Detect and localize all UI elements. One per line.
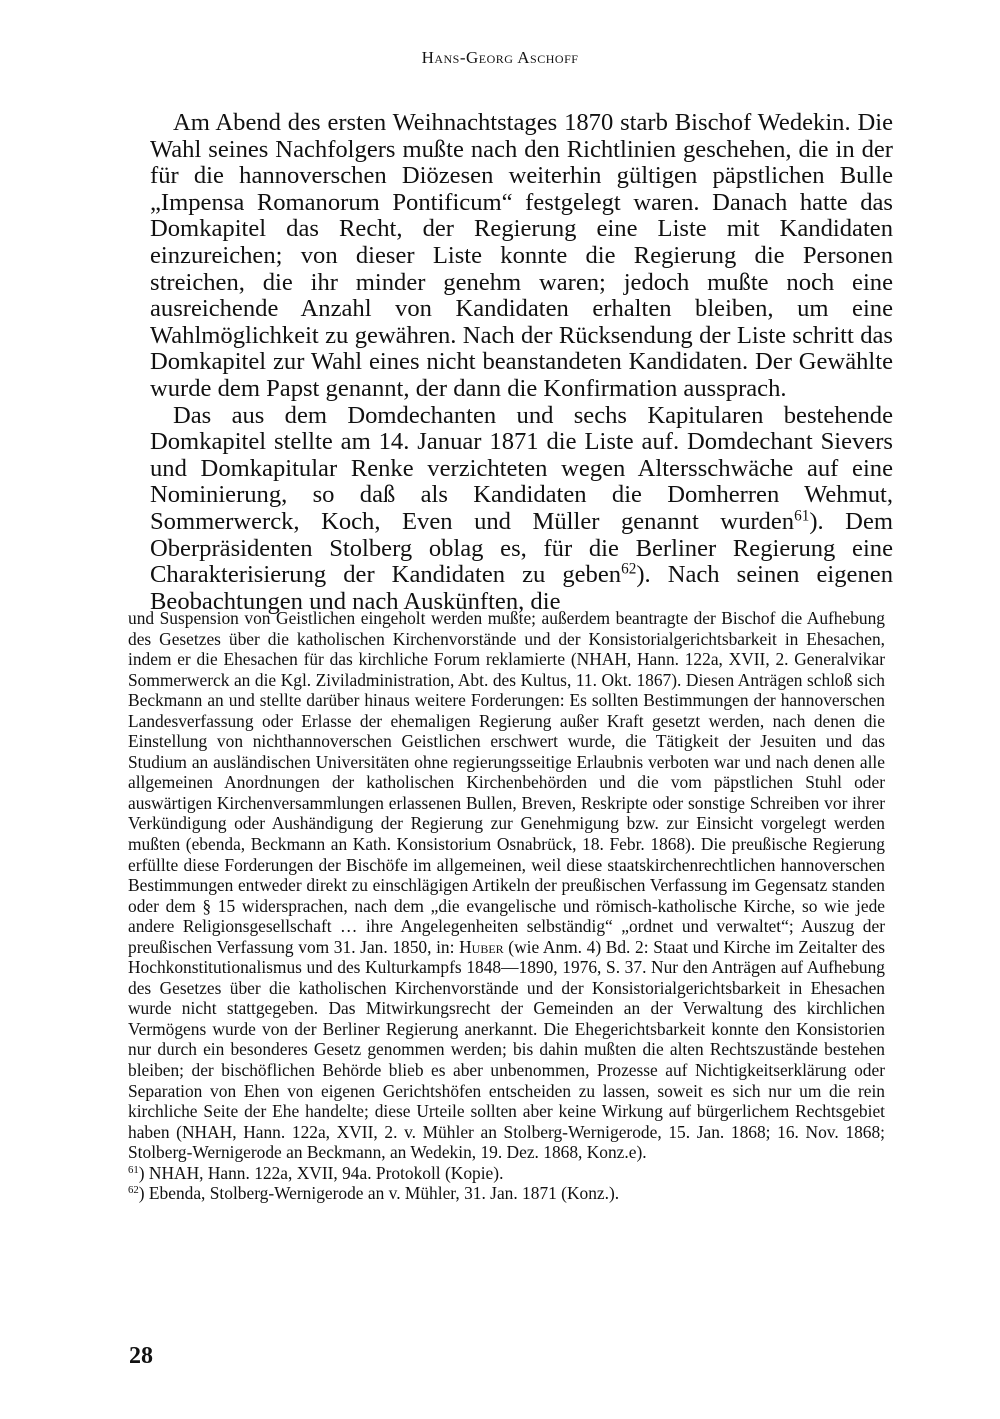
author-huber: Huber <box>459 936 504 957</box>
footnote-61-text: ) NHAH, Hann. 122a, XVII, 94a. Protokoll (Kopie). <box>138 1162 504 1183</box>
footnote-61-marker: 61 <box>128 1163 139 1176</box>
footnote-continuation-part-b: (wie Anm. 4) Bd. 2: Staat und Kirche im Zeitalter des Hochkonstitutionalismus und des Kulturkampfs 1848—1890, 1976, S. 37. Nur den Anträgen auf Aufhebung des Gesetzes über die katholischen Kirchenvorstände und der Konsistorialgerichtsbarkeit in Ehesachen wurde nicht stattgegeben. Das Mitwirkungsrecht der Gemeinden an der Verwaltung des kirchlichen Vermögens wurde von der Berliner Regierung anerkannt. Die Ehegerichtsbarkeit konnte den Konsistorien nur durch ein besonderes Gesetz genommen werden; bis dahin mußten die alten Rechtszustände bestehen bleiben; der bischöflichen Behörde blieb es aber unbenommen, Prozesse auf Nichtigkeitserklärung oder Separation von Ehen von eigenen Gerichtshöfen entscheiden zu lassen, soweit es sich nur um die rein kirchliche Seite der Ehe handelte; diese Urteile sollten aber keine Wirkung auf bürgerlichem Rechtsgebiet haben (NHAH, Hann. 122a, XVII, 2. v. Mühler an Stolberg-Wernigerode, 15. Jan. 1868; 16. Nov. 1868; Stolberg-Wernigerode an Beckmann, an Wedekin, 19. Dez. 1868, Konz.e). <box>128 936 885 1163</box>
footnote-62-marker: 62 <box>128 1184 139 1197</box>
running-head <box>0 48 1000 68</box>
footnote-ref-61[interactable]: 61 <box>794 507 810 525</box>
paragraph-2 <box>150 403 893 616</box>
footnote-61 <box>128 1163 885 1184</box>
footnote-ref-62[interactable]: 62 <box>621 560 637 578</box>
footnote-continuation <box>128 608 885 1163</box>
running-head-text: Hans-Georg Aschoff <box>421 48 579 67</box>
paragraph-2-part-a: Das aus dem Domdechanten und sechs Kapitularen bestehende Domkapitel stellte am 14. Januar 1871 die Liste auf. Domdechant Sievers und Domkapitular Renke verzichteten wegen Altersschwäche auf eine Nominierung, so daß als Kandidaten die Domherren Wehmut, Sommerwerck, Koch, Even und Müller genannt wurden <box>150 401 893 535</box>
footnote-continuation-part-a: und Suspension von Geistlichen eingeholt werden mußte; außerdem beantragte der Bischof die Aufhebung des Gesetzes über die katholischen Kirchenvorstände und der Konsistorialgerichtsbarkeit in Ehesachen, indem er die Ehesachen für das kirchliche Forum reklamierte (NHAH, Hann. 122a, XVII, 2. Generalvikar Sommerwerck an die Kgl. Ziviladministration, Abt. des Kultus, 11. Okt. 1867). Diesen Anträgen schloß sich Beckmann an und stellte darüber hinaus weitere Forderungen: Es sollten Bestimmungen der hannoverschen Landesverfassung oder Erlasse der ehemaligen Regierung außer Kraft gesetzt werden, nach denen die Einstellung von nichthannoverschen Geistlichen erschwert wurde, die Tätigkeit der Jesuiten und das Studium an ausländischen Universitäten ohne regierungsseitige Erlaubnis verboten war und nach denen alle allgemeinen Anordnungen der katholischen Kirchenbehörden und die vom päpstlichen Stuhl oder auswärtigen Kirchenversammlungen erlassenen Bullen, Breven, Reskripte oder sonstige Schreiben vor ihrer Verkündigung oder Aushändigung der Regierung zur Genehmigung bzw. zur Einsicht vorgelegt werden mußten (ebenda, Beckmann an Kath. Konsistorium Osnabrück, 18. Febr. 1868). Die preußische Regierung erfüllte diese Forderungen der Bischöfe im allgemeinen, weil diese staatskirchenrechtlichen hannoverschen Bestimmungen entweder direkt zu einschlägigen Artikeln der preußischen Verfassung im Gegensatz standen oder dem § 15 widersprachen, nach dem „die evangelische und römisch-katholische Kirche, so wie jede andere Religionsgesellschaft … ihre Angelegenheiten selbständig“ „ordnet und verwaltet“; Auszug der preußischen Verfassung vom 31. Jan. 1850, in: <box>128 608 885 957</box>
footnote-62 <box>128 1183 885 1204</box>
page-number: 28 <box>129 1343 153 1369</box>
paragraph-1: Am Abend des ersten Weihnachtstages 1870 starb Bischof Wedekin. Die Wahl seines Nachfolgers mußte nach den Richtlinien geschehen, die in der für die hannoverschen Diözesen weiterhin gültigen päpstlichen Bulle „Impensa Romanorum Pontificum“ festgelegt waren. Danach hatte das Domkapitel das Recht, der Regierung eine Liste mit Kandidaten einzureichen; von dieser Liste konnte die Regierung die Personen streichen, die ihr minder genehm waren; jedoch mußte noch eine ausreichende Anzahl von Kandidaten erhalten bleiben, um eine Wahlmöglichkeit zu gewähren. Nach der Rücksendung der Liste schritt das Domkapitel zur Wahl eines nicht beanstandeten Kandidaten. Der Gewählte wurde dem Papst genannt, der dann die Konfirmation aussprach. <box>150 109 893 402</box>
paragraph-2-part-c: ). Nach seinen eigenen Beobachtungen und nach Auskünften, die <box>150 561 893 615</box>
main-text <box>150 110 893 615</box>
footnote-62-text: ) Ebenda, Stolberg-Wernigerode an v. Mühler, 31. Jan. 1871 (Konz.). <box>138 1183 620 1204</box>
footnotes <box>128 608 885 1204</box>
paragraph-2-part-b: ). Dem Oberpräsidenten Stolberg oblag es, für die Berliner Regierung eine Charakterisierung der Kandidaten zu geben <box>150 507 893 589</box>
